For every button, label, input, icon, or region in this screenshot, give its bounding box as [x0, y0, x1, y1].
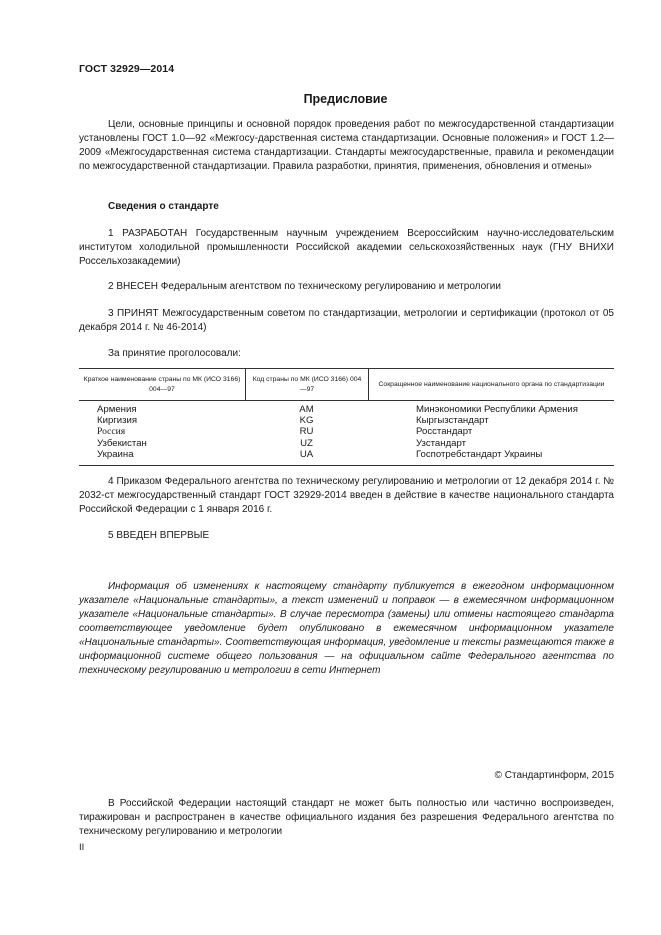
body-column — [368, 404, 614, 460]
table-cell-code: KG — [299, 415, 314, 427]
table-cell-country: Узбекистан — [97, 437, 147, 449]
table-cell-code: RU — [299, 426, 314, 438]
table-cell-body: Росстандарт — [416, 426, 473, 438]
header-body: Сокращенное наименование национального органа по стандартизации — [368, 369, 614, 400]
header-code: Код страны по МК (ИСО 3166) 004—97 — [245, 369, 368, 400]
intro-paragraph — [79, 118, 614, 174]
rights-paragraph — [79, 797, 614, 839]
info-heading: Сведения о стандарте — [108, 201, 219, 212]
table-cell-body: Госпотребстандарт Украины — [416, 448, 543, 460]
code-column — [245, 404, 368, 460]
document-id: ГОСТ 32929—2014 — [79, 63, 175, 75]
notice-paragraph — [79, 580, 614, 678]
table-cell-body: Минэкономики Республики Армения — [416, 404, 578, 415]
item-developed-text: 1 РАЗРАБОТАН Государственным научным учреждением Всероссийским научно-исследовательским институтом холодильной промышленности Российской академии сельскохозяйственных наук (ГНУ ВНИХИ Россельхозакадемии) — [79, 228, 614, 267]
notice-text: Информация об изменениях к настоящему стандарту публикуется в ежегодном информационном указателе «Национальные стандарты», а текст изменений и поправок — в ежемесячном информационном указателе «Национальные стандарты». В случае пересмотра (замены) или отмены настоящего стандарта соответствующее уведомление будет опубликовано в ежемесячном информационном указателе «Национальные стандарты». Соответствующая информация, уведомление и тексты размещаются также в информационной системе общего пользования — на официальном сайте Федерального агентства по техническому регулированию и метрологии в сети Интернет — [79, 581, 614, 676]
item-first — [79, 529, 614, 543]
table-cell-country: Украина — [97, 448, 134, 460]
intro-text: Цели, основные принципы и основной порядок проведения работ по межгосударственной стандартизации установлены ГОСТ 1.0—92 «Межгосу-дарственная система стандартизации. Основные положения» и ГОСТ 1.2—2009 «Межгосударственная система стандартизации. Стандарты межгосударственные, правила и рекомендации по межгосударственной стандартизации. Правила разработки, принятия, применения, обновления и отмены» — [79, 119, 614, 172]
table-cell-code: AM — [299, 404, 314, 415]
table-cell-code: UA — [299, 448, 314, 460]
item-first-text: 5 ВВЕДЕН ВПЕРВЫЕ — [108, 530, 210, 541]
item-order — [79, 475, 614, 517]
table-cell-country: Россия — [97, 426, 126, 438]
voted-label: За принятие проголосовали: — [108, 348, 241, 359]
table-cell-body: Узстандарт — [416, 437, 467, 449]
table-cell-country: Киргизия — [97, 415, 138, 427]
voted-label-block — [79, 347, 614, 361]
item-order-text: 4 Приказом Федерального агентства по техническому регулированию и метрологии от 12 декабря 2014 г. № 2032-ст межгосударственный стандарт ГОСТ 32929-2014 введен в действие в качестве национального стандарта Российской Федерации с 1 января 2016 г. — [79, 476, 614, 515]
page-number: II — [79, 842, 85, 853]
table-cell-code: UZ — [300, 437, 313, 449]
country-column — [79, 404, 245, 460]
voting-table — [79, 368, 614, 466]
header-country: Краткое наименование страны по МК (ИСО 3166) 004—97 — [83, 375, 241, 393]
rights-text: В Российской Федерации настоящий стандарт не может быть полностью или частично воспроизведен, тиражирован и распространен в качестве официального издания без разрешения Федерального агентства по техническому регулированию и метрологии — [79, 798, 614, 837]
item-introduced — [79, 280, 614, 294]
table-header — [79, 369, 614, 401]
table-body — [79, 401, 614, 465]
item-introduced-text: 2 ВНЕСЕН Федеральным агентством по техническому регулированию и метрологии — [108, 281, 501, 292]
item-developed — [79, 227, 614, 269]
info-heading-block — [79, 200, 614, 214]
table-cell-body: Кыргызстандарт — [416, 415, 489, 427]
item-adopted — [79, 307, 614, 335]
item-adopted-text: 3 ПРИНЯТ Межгосударственным советом по стандартизации, метрологии и сертификации (протокол от 05 декабря 2014 г. № 46-2014) — [79, 308, 614, 333]
page-title: Предисловие — [303, 92, 388, 106]
table-cell-country: Армения — [97, 404, 137, 415]
copyright: © Стандартинформ, 2015 — [494, 770, 614, 781]
